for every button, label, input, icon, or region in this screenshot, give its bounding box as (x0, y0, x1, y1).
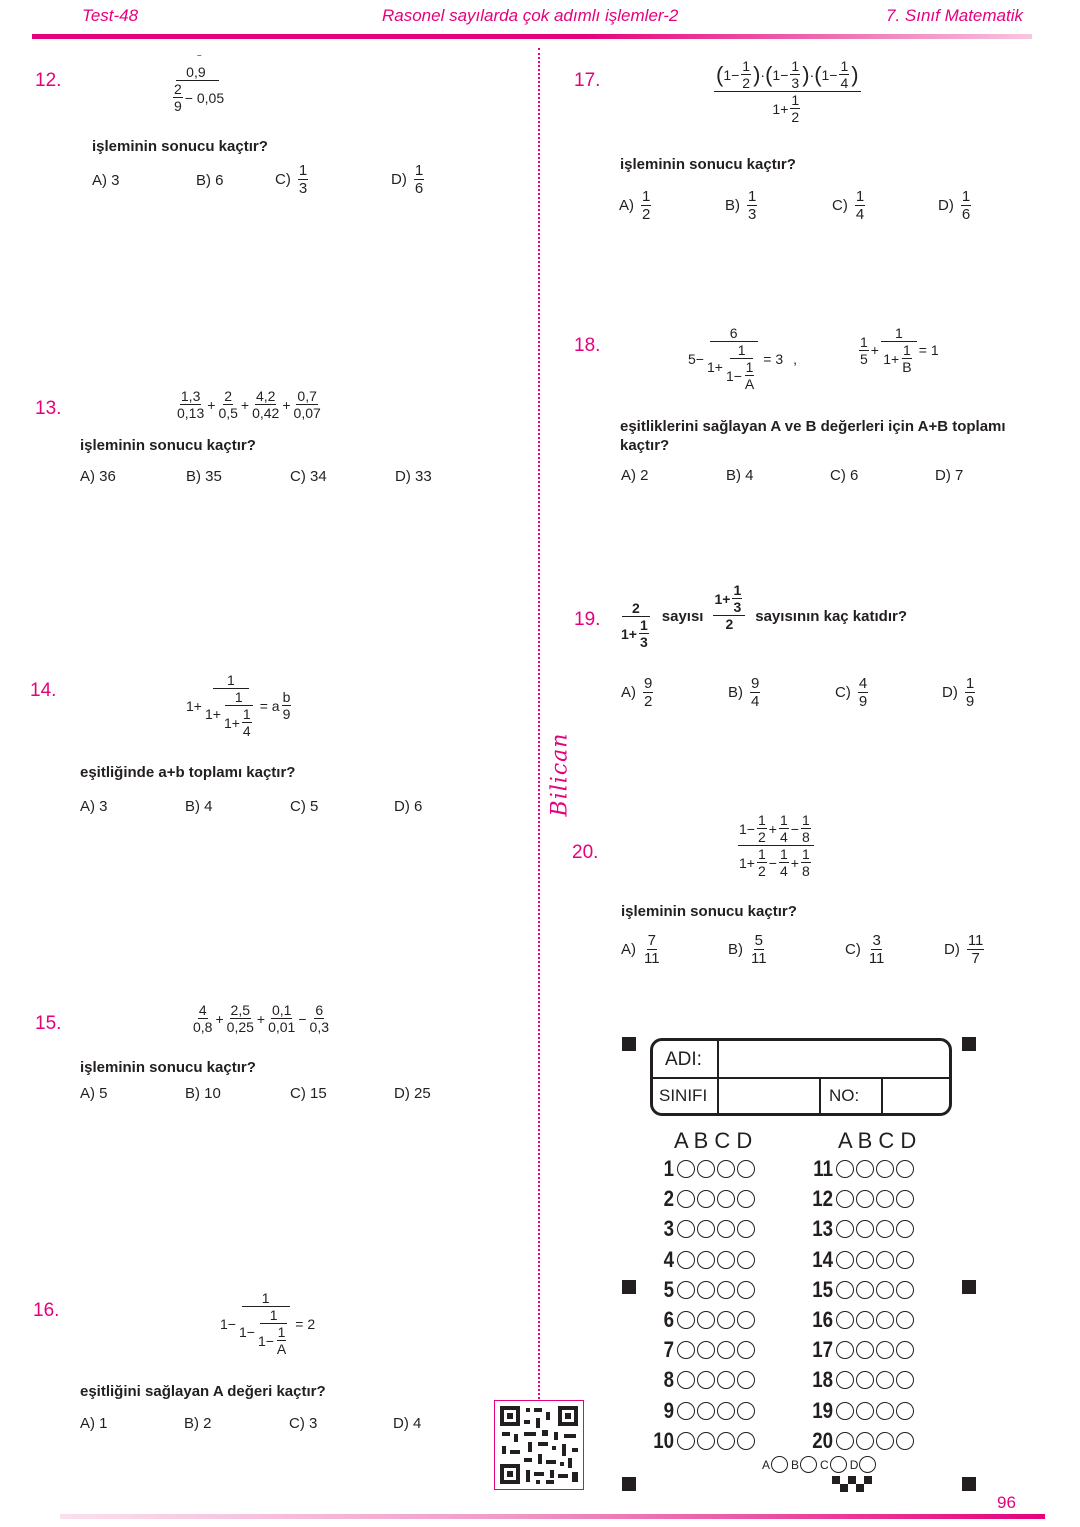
answer-bubble-b[interactable] (856, 1281, 874, 1299)
q16-option-b[interactable]: B) 2 (184, 1415, 212, 1432)
answer-row-number: 6 (663, 1307, 674, 1333)
answer-bubble-a[interactable] (677, 1281, 695, 1299)
q17-expression: ( 1− 1 2 ) · ( 1− 1 3 ) · ( 1− 1 4 ) 1+ 1 2 (716, 58, 859, 125)
answer-bubble-b[interactable] (697, 1281, 715, 1299)
answer-bubble-d[interactable] (737, 1190, 755, 1208)
answer-row-number: 4 (663, 1246, 674, 1272)
answer-row-number: 12 (812, 1186, 833, 1212)
q16-option-d[interactable]: D) 4 (393, 1415, 422, 1432)
answer-bubble-a[interactable] (836, 1311, 854, 1329)
number-label: NO: (829, 1086, 860, 1105)
registration-mark (962, 1477, 976, 1491)
registration-mark (622, 1037, 636, 1051)
q19-expression: 2 1+ 1 3 sayısı 1+ 1 3 2 sayısının kaç katıdır? (621, 582, 907, 650)
answer-bubble-a[interactable] (836, 1190, 854, 1208)
answer-bubble-a[interactable] (677, 1341, 695, 1359)
q16-option-a[interactable]: A) 1 (80, 1415, 108, 1432)
answer-bubble-b[interactable] (856, 1432, 874, 1450)
answer-row (803, 1305, 915, 1335)
answer-grid-left (644, 1154, 756, 1456)
answer-bubble-d[interactable] (737, 1311, 755, 1329)
answer-row-number: 7 (663, 1337, 674, 1363)
timing-marks (832, 1476, 872, 1492)
answer-bubble-d[interactable] (896, 1220, 914, 1238)
q19-number: 19. (574, 609, 601, 630)
q16-question: eşitliğini sağlayan A değeri kaçtır? (80, 1383, 326, 1400)
answer-bubble-c[interactable] (876, 1341, 894, 1359)
answer-bubble-d[interactable] (737, 1220, 755, 1238)
registration-mark (622, 1280, 636, 1294)
answer-bubble-a[interactable] (677, 1220, 695, 1238)
q18-equation-2: 1 5 + 1 1+ 1 B = 1 (860, 325, 939, 375)
test-number: Test-48 (82, 6, 139, 25)
q18-equation-1: 5− 6 1+ 1 1− 1 A = 3 , (688, 325, 797, 392)
answer-row (803, 1396, 915, 1426)
answer-bubble-a[interactable] (677, 1371, 695, 1389)
answer-bubble-d[interactable] (737, 1251, 755, 1269)
answer-bubble-d[interactable] (737, 1402, 755, 1420)
answer-bubble-b[interactable] (697, 1160, 715, 1178)
q12-option-c[interactable]: C) 1 3 (275, 162, 308, 197)
answer-bubble-b[interactable] (856, 1160, 874, 1178)
q12-option-a[interactable]: A) 3 (92, 172, 120, 189)
answer-bubble-d[interactable] (896, 1190, 914, 1208)
answer-row (644, 1275, 756, 1305)
answer-row (803, 1426, 915, 1456)
answer-bubble-d[interactable] (737, 1341, 755, 1359)
name-field[interactable] (719, 1041, 949, 1077)
class-field[interactable] (719, 1077, 819, 1113)
answer-bubble-c[interactable] (717, 1281, 735, 1299)
answer-bubble-a[interactable] (836, 1251, 854, 1269)
q17-option-d[interactable]: D) 1 6 (938, 188, 971, 223)
answer-bubble-c[interactable] (717, 1251, 735, 1269)
answer-row-number: 2 (663, 1186, 674, 1212)
q17-option-c[interactable]: C) 1 4 (832, 188, 865, 223)
answer-row (644, 1245, 756, 1275)
q20-number: 20. (572, 842, 599, 863)
answer-bubble-d[interactable] (896, 1251, 914, 1269)
answer-row (644, 1426, 756, 1456)
answer-bubble-a[interactable] (836, 1402, 854, 1420)
answer-bubble-d[interactable] (896, 1281, 914, 1299)
answer-bubble-b[interactable] (697, 1341, 715, 1359)
answer-bubble-b[interactable] (697, 1251, 715, 1269)
answer-bubble-c[interactable] (876, 1402, 894, 1420)
page-number: 96 (997, 1493, 1016, 1512)
answer-grid-header-right: A B C D (838, 1128, 917, 1153)
answer-bubble-c[interactable] (876, 1432, 894, 1450)
answer-bubble-c[interactable] (876, 1160, 894, 1178)
answer-bubble-b[interactable] (697, 1190, 715, 1208)
answer-row-number: 11 (813, 1156, 833, 1182)
answer-bubble-c[interactable] (717, 1402, 735, 1420)
answer-row-number: 9 (663, 1397, 674, 1423)
answer-row (644, 1305, 756, 1335)
q20-option-d[interactable]: D) 11 7 (944, 932, 984, 967)
q12-question: işleminin sonucu kaçtır? (92, 138, 268, 155)
answer-row (644, 1396, 756, 1426)
answer-bubble-c[interactable] (717, 1432, 735, 1450)
registration-mark (962, 1280, 976, 1294)
answer-bubble-c[interactable] (876, 1281, 894, 1299)
brand-logo: Bilican (547, 729, 572, 821)
answer-bubble-d[interactable] (737, 1281, 755, 1299)
name-label: ADI: (665, 1049, 702, 1070)
answer-grid-header-left: A B C D (674, 1128, 753, 1153)
answer-bubble-b[interactable] (856, 1402, 874, 1420)
answer-bubble-c[interactable] (876, 1311, 894, 1329)
answer-bubble-d[interactable] (737, 1432, 755, 1450)
answer-bubble-c[interactable] (717, 1220, 735, 1238)
answer-row-number: 16 (812, 1307, 833, 1333)
answer-bubble-c[interactable] (876, 1190, 894, 1208)
answer-bubble-b[interactable] (856, 1341, 874, 1359)
answer-bubble-a[interactable] (836, 1341, 854, 1359)
answer-bubble-c[interactable] (717, 1160, 735, 1178)
q17-number: 17. (574, 70, 601, 91)
q20-expression: 1− 1 2 + 1 4 − 1 8 1+ 1 2 − 1 4 + 1 8 (736, 812, 816, 879)
answer-bubble-a[interactable] (677, 1402, 695, 1420)
answer-bubble-d[interactable] (896, 1432, 914, 1450)
answer-row-number: 18 (812, 1367, 833, 1393)
q13-expression: 1,3 0,13 + 2 0,5 + 4,2 0,42 + 0,7 0,07 (177, 388, 321, 421)
answer-bubble-d[interactable] (896, 1311, 914, 1329)
q17-question: işleminin sonucu kaçtır? (620, 156, 796, 173)
answer-row-number: 13 (812, 1216, 833, 1242)
answer-bubble-b[interactable] (856, 1251, 874, 1269)
answer-row-number: 20 (812, 1427, 833, 1453)
answer-bubble-c[interactable] (717, 1341, 735, 1359)
answer-bubble-d[interactable] (896, 1371, 914, 1389)
bubble-legend: A B C D (762, 1456, 878, 1473)
q19-option-d[interactable]: D) 1 9 (942, 675, 975, 710)
q15-option-a[interactable]: A) 5 (80, 1085, 108, 1102)
answer-row (803, 1275, 915, 1305)
answer-bubble-c[interactable] (876, 1251, 894, 1269)
class-label: SINIFI (659, 1086, 708, 1105)
q20-option-a[interactable]: A) 7 11 (621, 932, 660, 967)
answer-row (644, 1184, 756, 1214)
answer-bubble-a[interactable] (677, 1190, 695, 1208)
registration-mark (622, 1477, 636, 1491)
q16-number: 16. (33, 1300, 60, 1321)
q13-option-b[interactable]: B) 35 (186, 468, 222, 485)
q13-option-d[interactable]: D) 33 (395, 468, 432, 485)
test-topic: Rasonel sayılarda çok adımlı işlemler-2 (382, 6, 679, 25)
answer-row (803, 1365, 915, 1395)
footer-rule (60, 1514, 1045, 1519)
answer-bubble-a[interactable] (677, 1432, 695, 1450)
q13-number: 13. (35, 398, 62, 419)
answer-row (803, 1154, 915, 1184)
q12-option-d[interactable]: D) 1 6 (391, 162, 424, 197)
q19-option-a[interactable]: A) 9 2 (621, 675, 653, 710)
q14-option-d[interactable]: D) 6 (394, 798, 423, 815)
answer-row (644, 1365, 756, 1395)
q20-question: işleminin sonucu kaçtır? (621, 903, 797, 920)
registration-mark (962, 1037, 976, 1051)
answer-bubble-d[interactable] (737, 1160, 755, 1178)
q16-option-c[interactable]: C) 3 (289, 1415, 318, 1432)
answer-row (803, 1214, 915, 1244)
answer-bubble-d[interactable] (737, 1371, 755, 1389)
answer-bubble-a[interactable] (836, 1432, 854, 1450)
q18-question: eşitliklerini sağlayan A ve B değerleri için A+B toplamı kaçtır? (620, 418, 1006, 454)
answer-bubble-a[interactable] (836, 1160, 854, 1178)
answer-bubble-a[interactable] (836, 1281, 854, 1299)
answer-row-number: 14 (812, 1246, 833, 1272)
answer-row-number: 1 (663, 1156, 674, 1182)
answer-bubble-b[interactable] (856, 1311, 874, 1329)
q14-option-c[interactable]: C) 5 (290, 798, 319, 815)
q14-expression: 1+ 1 1+ 1 1+ 1 4 = a b 9 (186, 672, 291, 739)
q12-expression: 0,9‾ 2 9 − 0,05 (174, 55, 225, 114)
answer-bubble-b[interactable] (697, 1220, 715, 1238)
q18-number: 18. (574, 335, 601, 356)
answer-row (803, 1245, 915, 1275)
q13-option-a[interactable]: A) 36 (80, 468, 116, 485)
q15-option-d[interactable]: D) 25 (394, 1085, 431, 1102)
q15-question: işleminin sonucu kaçtır? (80, 1059, 256, 1076)
student-info-form (650, 1038, 952, 1116)
q12-option-b[interactable]: B) 6 (196, 172, 224, 189)
q14-number: 14. (30, 680, 57, 701)
answer-bubble-d[interactable] (896, 1160, 914, 1178)
answer-row-number: 3 (663, 1216, 674, 1242)
q13-option-c[interactable]: C) 34 (290, 468, 327, 485)
q20-option-b[interactable]: B) 5 11 (728, 932, 767, 967)
q18-option-b[interactable]: B) 4 (726, 467, 754, 484)
grade-subject: 7. Sınıf Matematik (886, 6, 1023, 25)
answer-row (644, 1214, 756, 1244)
answer-row-number: 17 (812, 1337, 833, 1363)
answer-bubble-b[interactable] (697, 1402, 715, 1420)
answer-bubble-b[interactable] (856, 1220, 874, 1238)
answer-bubble-b[interactable] (697, 1371, 715, 1389)
q20-option-c[interactable]: C) 3 11 (845, 932, 885, 967)
answer-row (803, 1335, 915, 1365)
q19-option-b[interactable]: B) 9 4 (728, 675, 760, 710)
answer-row-number: 19 (812, 1397, 833, 1423)
answer-bubble-a[interactable] (836, 1371, 854, 1389)
answer-bubble-b[interactable] (856, 1190, 874, 1208)
answer-bubble-c[interactable] (717, 1371, 735, 1389)
answer-bubble-b[interactable] (697, 1311, 715, 1329)
q17-option-a[interactable]: A) 1 2 (619, 188, 651, 223)
q13-question: işleminin sonucu kaçtır? (80, 437, 256, 454)
q15-expression: 4 0,8 + 2,5 0,25 + 0,1 0,01 − 6 0,3 (193, 1002, 329, 1035)
answer-row-number: 5 (663, 1276, 674, 1302)
q17-option-b[interactable]: B) 1 3 (725, 188, 757, 223)
answer-bubble-a[interactable] (677, 1251, 695, 1269)
answer-row-number: 8 (663, 1367, 674, 1393)
answer-row (803, 1184, 915, 1214)
qr-code-image[interactable] (494, 1400, 584, 1490)
header-rule (32, 34, 1032, 39)
answer-row-number: 10 (653, 1427, 674, 1453)
column-divider (538, 48, 540, 1443)
q15-option-c[interactable]: C) 15 (290, 1085, 327, 1102)
answer-bubble-c[interactable] (876, 1371, 894, 1389)
answer-bubble-d[interactable] (896, 1402, 914, 1420)
q15-number: 15. (35, 1013, 62, 1034)
answer-row (644, 1154, 756, 1184)
answer-bubble-a[interactable] (836, 1220, 854, 1238)
answer-bubble-c[interactable] (876, 1220, 894, 1238)
q12-number: 12. (35, 70, 62, 91)
q14-option-b[interactable]: B) 4 (185, 798, 213, 815)
q18-option-a[interactable]: A) 2 (621, 467, 649, 484)
q19-option-c[interactable]: C) 4 9 (835, 675, 868, 710)
answer-bubble-a[interactable] (677, 1311, 695, 1329)
q14-question: eşitliğinde a+b toplamı kaçtır? (80, 764, 296, 781)
answer-row-number: 15 (812, 1276, 833, 1302)
answer-bubble-d[interactable] (896, 1341, 914, 1359)
answer-bubble-c[interactable] (717, 1311, 735, 1329)
q16-expression: 1− 1 1− 1 1− 1 A = 2 (220, 1290, 316, 1357)
q18-option-d[interactable]: D) 7 (935, 467, 964, 484)
answer-bubble-c[interactable] (717, 1190, 735, 1208)
answer-bubble-b[interactable] (697, 1432, 715, 1450)
answer-bubble-a[interactable] (677, 1160, 695, 1178)
answer-bubble-b[interactable] (856, 1371, 874, 1389)
q18-option-c[interactable]: C) 6 (830, 467, 859, 484)
answer-row (644, 1335, 756, 1365)
answer-grid-right (803, 1154, 915, 1456)
number-field[interactable] (883, 1077, 949, 1113)
q15-option-b[interactable]: B) 10 (185, 1085, 221, 1102)
q14-option-a[interactable]: A) 3 (80, 798, 108, 815)
